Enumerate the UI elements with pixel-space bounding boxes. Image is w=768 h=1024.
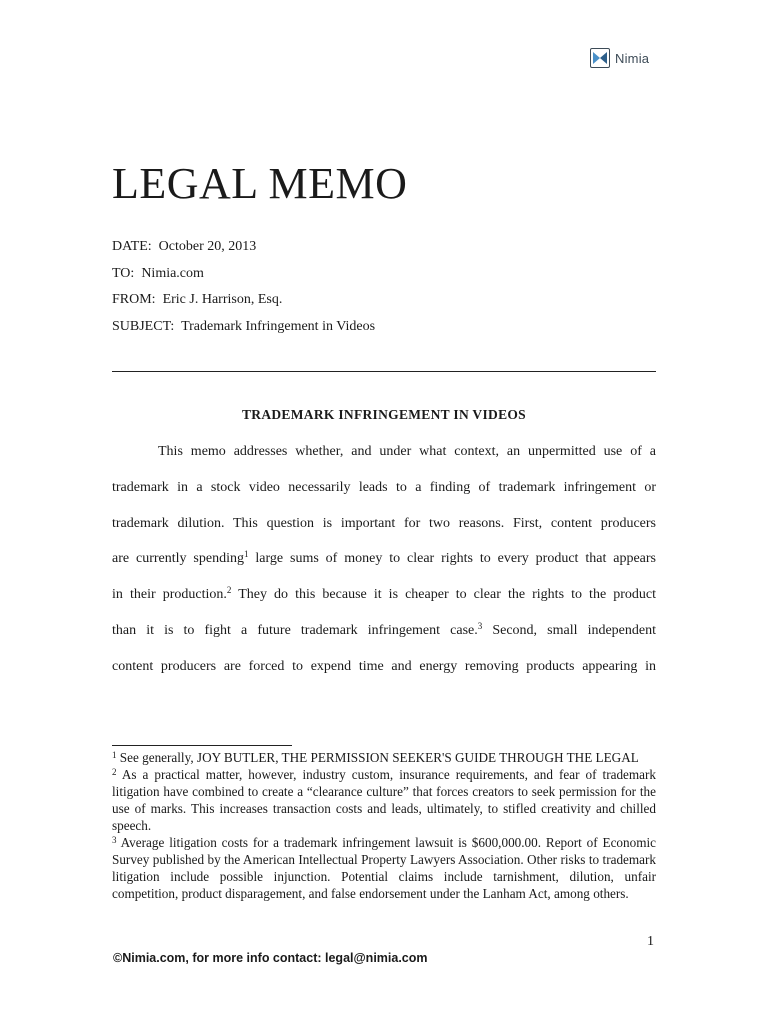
memo-body	[112, 436, 656, 687]
footnote-2	[112, 766, 656, 834]
subject-label: SUBJECT:	[112, 318, 175, 334]
footnote-ref-3[interactable]: 3	[477, 620, 483, 631]
footnotes	[112, 749, 656, 902]
nimia-logo-icon	[590, 48, 610, 68]
body-text-segment: Second, small independent	[482, 622, 656, 638]
footnote-number: 3	[112, 835, 117, 845]
footnote-ref-2[interactable]: 2	[226, 585, 232, 596]
body-text-segment: large sums of money to clear rights to every product that appears	[248, 551, 656, 567]
date-row	[112, 234, 375, 261]
to-label: TO:	[112, 265, 135, 281]
header-divider	[112, 371, 656, 372]
section-heading: TRADEMARK INFRINGEMENT IN VIDEOS	[241, 407, 526, 422]
to-value: Nimia.com	[141, 265, 204, 281]
body-text-segment: than it is to fight a future trademark infringement case.	[112, 622, 478, 638]
body-line: trademark dilution. This question is important for two reasons. First, content producers	[112, 515, 656, 531]
footnote-1	[112, 749, 656, 766]
footnote-text: Average litigation costs for a trademark infringement lawsuit is $600,000.00. Report of Economic Survey published by the American Intellectual Property Lawyers Association. Other risks to trademark litigation include possible injunction. Potential claims include tarnishment, dilution, unfair competition, product disparagement, and false endorsement under the Lanham Act, among others.	[112, 835, 656, 901]
nimia-logo-text: Nimia	[615, 50, 650, 66]
to-row	[112, 261, 375, 288]
page-number: 1	[647, 934, 654, 949]
subject-row	[112, 314, 375, 341]
body-line	[112, 543, 656, 579]
subject-value: Trademark Infringement in Videos	[181, 318, 376, 334]
body-text-segment: in their production.	[112, 587, 227, 603]
footnote-3	[112, 834, 656, 902]
from-label: FROM:	[112, 292, 156, 307]
date-label: DATE:	[112, 239, 152, 254]
footnote-number: 1	[112, 750, 117, 760]
footer-contact: ©Nimia.com, for more info contact: legal@nimia.com	[113, 951, 428, 965]
footnote-text: See generally, JOY BUTLER, THE PERMISSION SEEKER'S GUIDE THROUGH THE LEGAL	[119, 750, 639, 765]
footnote-text: As a practical matter, however, industry custom, insurance requirements, and fear of trademark litigation have combined to create a “clearance culture” that forces creators to seek permission for the use of marks. This increases transaction costs and leads, ultimately, to stifled creativity and chilled speech.	[112, 767, 656, 833]
date-value: October 20, 2013	[158, 239, 257, 254]
body-line	[112, 579, 656, 615]
memo-title: LEGAL MEMO	[112, 159, 408, 208]
body-line	[112, 615, 656, 651]
body-line: content producers are forced to expend time and energy removing products appearing in	[112, 658, 656, 674]
footnote-ref-1[interactable]: 1	[243, 549, 249, 560]
body-text-segment: are currently spending	[112, 551, 244, 567]
body-text-segment: They do this because it is cheaper to clear the rights to the product	[231, 587, 657, 603]
nimia-logo	[590, 48, 649, 68]
body-line: trademark in a stock video necessarily leads to a finding of trademark infringement or	[112, 479, 656, 495]
footnote-divider	[112, 745, 292, 746]
memo-header	[112, 234, 375, 340]
body-line: This memo addresses whether, and under what context, an unpermitted use of a	[158, 444, 656, 459]
from-value: Eric J. Harrison, Esq.	[162, 292, 283, 307]
footnote-number: 2	[112, 767, 117, 777]
from-row	[112, 287, 375, 314]
